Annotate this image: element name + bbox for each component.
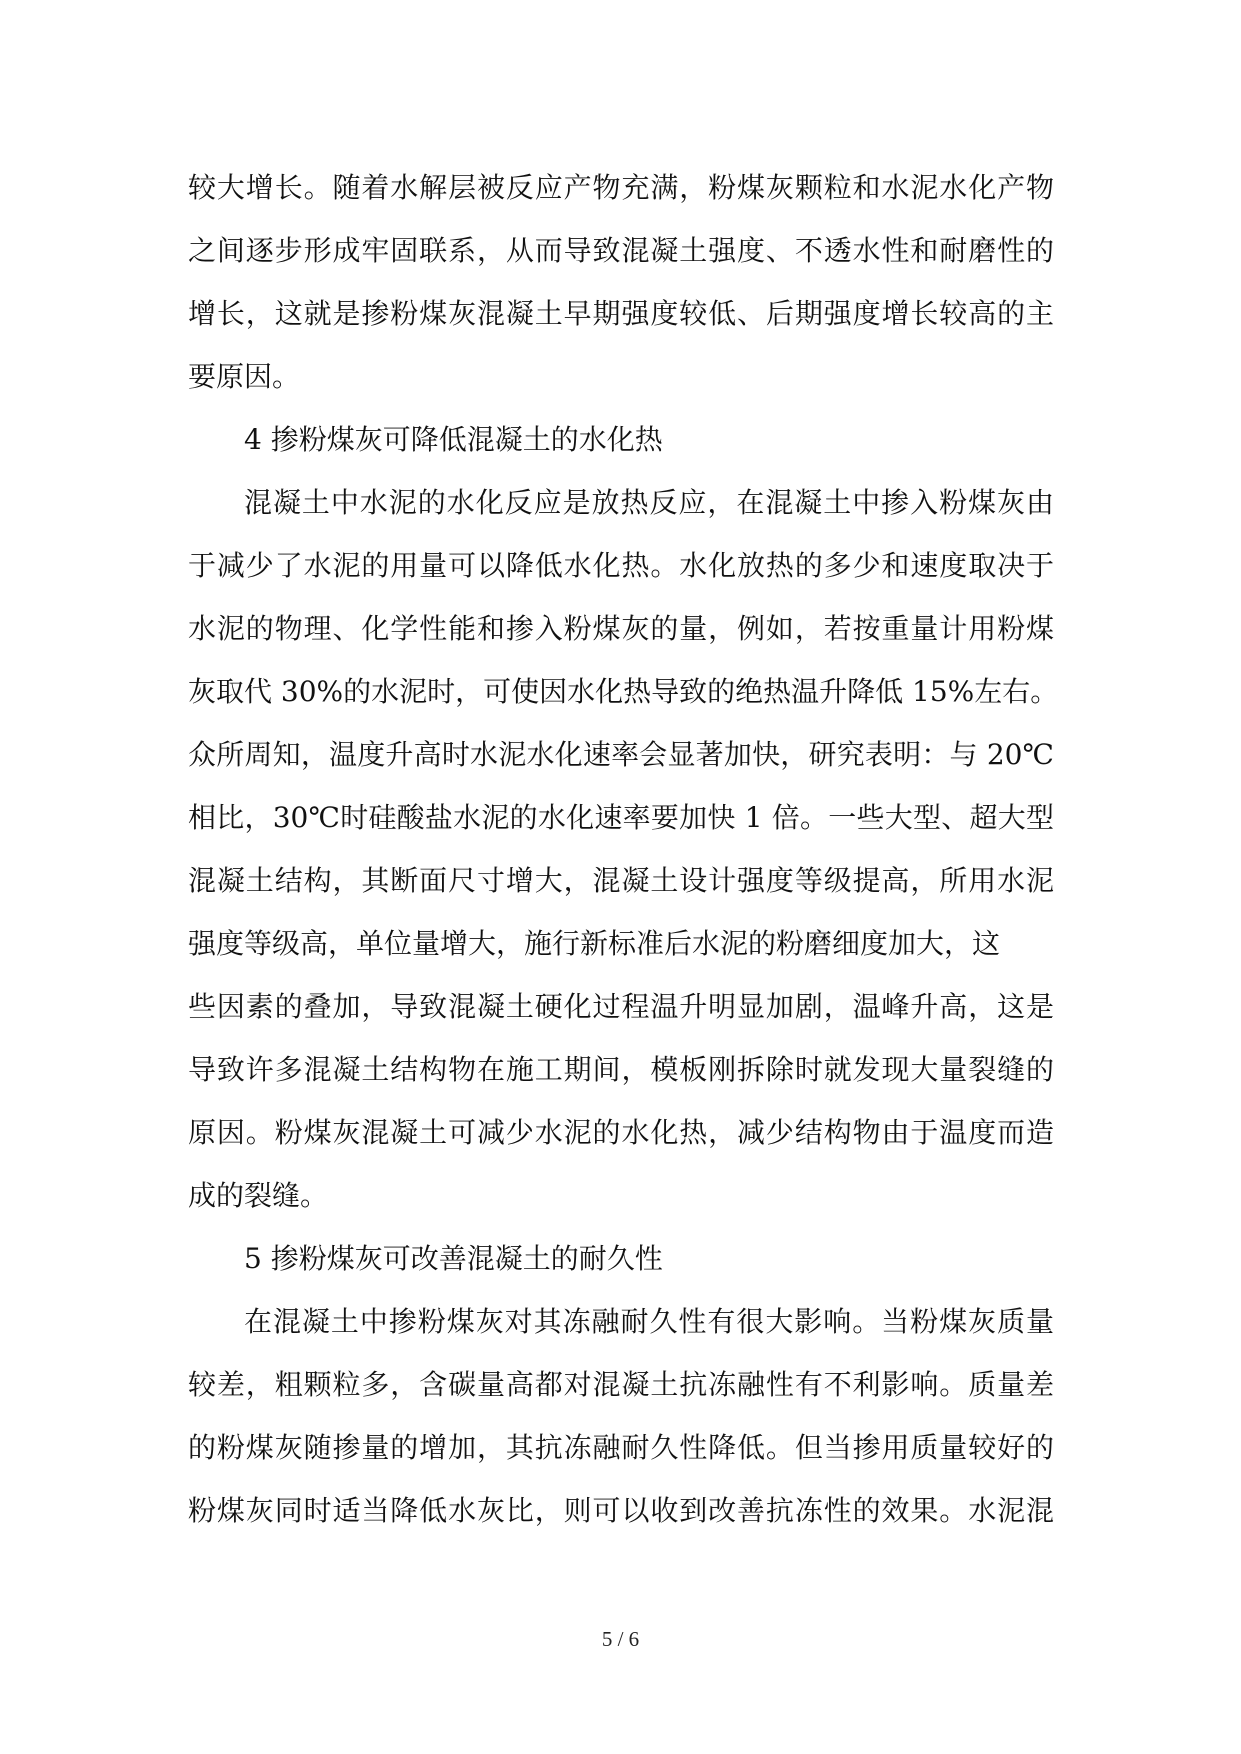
section-heading-5: 5 掺粉煤灰可改善混凝土的耐久性: [244, 1242, 663, 1275]
text-line: 混凝土中水泥的水化反应是放热反应，在混凝土中掺入粉煤灰由: [244, 486, 1054, 519]
text-line: 强度等级高，单位量增大，施行新标准后水泥的粉磨细度加大，这: [188, 927, 1001, 960]
text-line: 的粉煤灰随掺量的增加，其抗冻融耐久性降低。但当掺用质量较好的: [188, 1431, 1054, 1464]
page-number: 5 / 6: [601, 1627, 640, 1651]
text-line: 灰取代 30%的水泥时，可使因水化热导致的绝热温升降低 15%左右。: [188, 675, 1059, 708]
text-line: 增长，这就是掺粉煤灰混凝土早期强度较低、后期强度增长较高的主: [188, 297, 1054, 330]
text-line: 原因。粉煤灰混凝土可减少水泥的水化热，减少结构物由于温度而造: [188, 1116, 1054, 1149]
text-line: 众所周知，温度升高时水泥水化速率会显著加快，研究表明：与 20℃: [188, 738, 1054, 771]
text-line: 于减少了水泥的用量可以降低水化热。水化放热的多少和速度取决于: [188, 549, 1054, 582]
text-line: 水泥的物理、化学性能和掺入粉煤灰的量，例如，若按重量计用粉煤: [188, 612, 1054, 645]
text-line: 导致许多混凝土结构物在施工期间，模板刚拆除时就发现大量裂缝的: [188, 1053, 1054, 1086]
body-text: [188, 156, 1059, 1542]
text-line: 在混凝土中掺粉煤灰对其冻融耐久性有很大影响。当粉煤灰质量: [244, 1305, 1054, 1338]
text-line: 粉煤灰同时适当降低水灰比，则可以收到改善抗冻性的效果。水泥混: [188, 1494, 1054, 1527]
paragraph-end-line: 成的裂缝。: [188, 1179, 329, 1212]
text-line: 较大增长。随着水解层被反应产物充满，粉煤灰颗粒和水泥水化产物: [188, 171, 1054, 204]
text-line: 相比，30℃时硅酸盐水泥的水化速率要加快 1 倍。一些大型、超大型: [188, 801, 1054, 834]
paragraph-end-line: 要原因。: [188, 360, 301, 393]
section-heading-4: 4 掺粉煤灰可降低混凝土的水化热: [244, 423, 663, 456]
text-line: 混凝土结构，其断面尺寸增大，混凝土设计强度等级提高，所用水泥: [188, 864, 1054, 897]
text-line: 之间逐步形成牢固联系，从而导致混凝土强度、不透水性和耐磨性的: [188, 234, 1054, 267]
text-line: 些因素的叠加，导致混凝土硬化过程温升明显加剧，温峰升高，这是: [188, 990, 1054, 1023]
text-line: 较差，粗颗粒多，含碳量高都对混凝土抗冻融性有不利影响。质量差: [188, 1368, 1054, 1401]
